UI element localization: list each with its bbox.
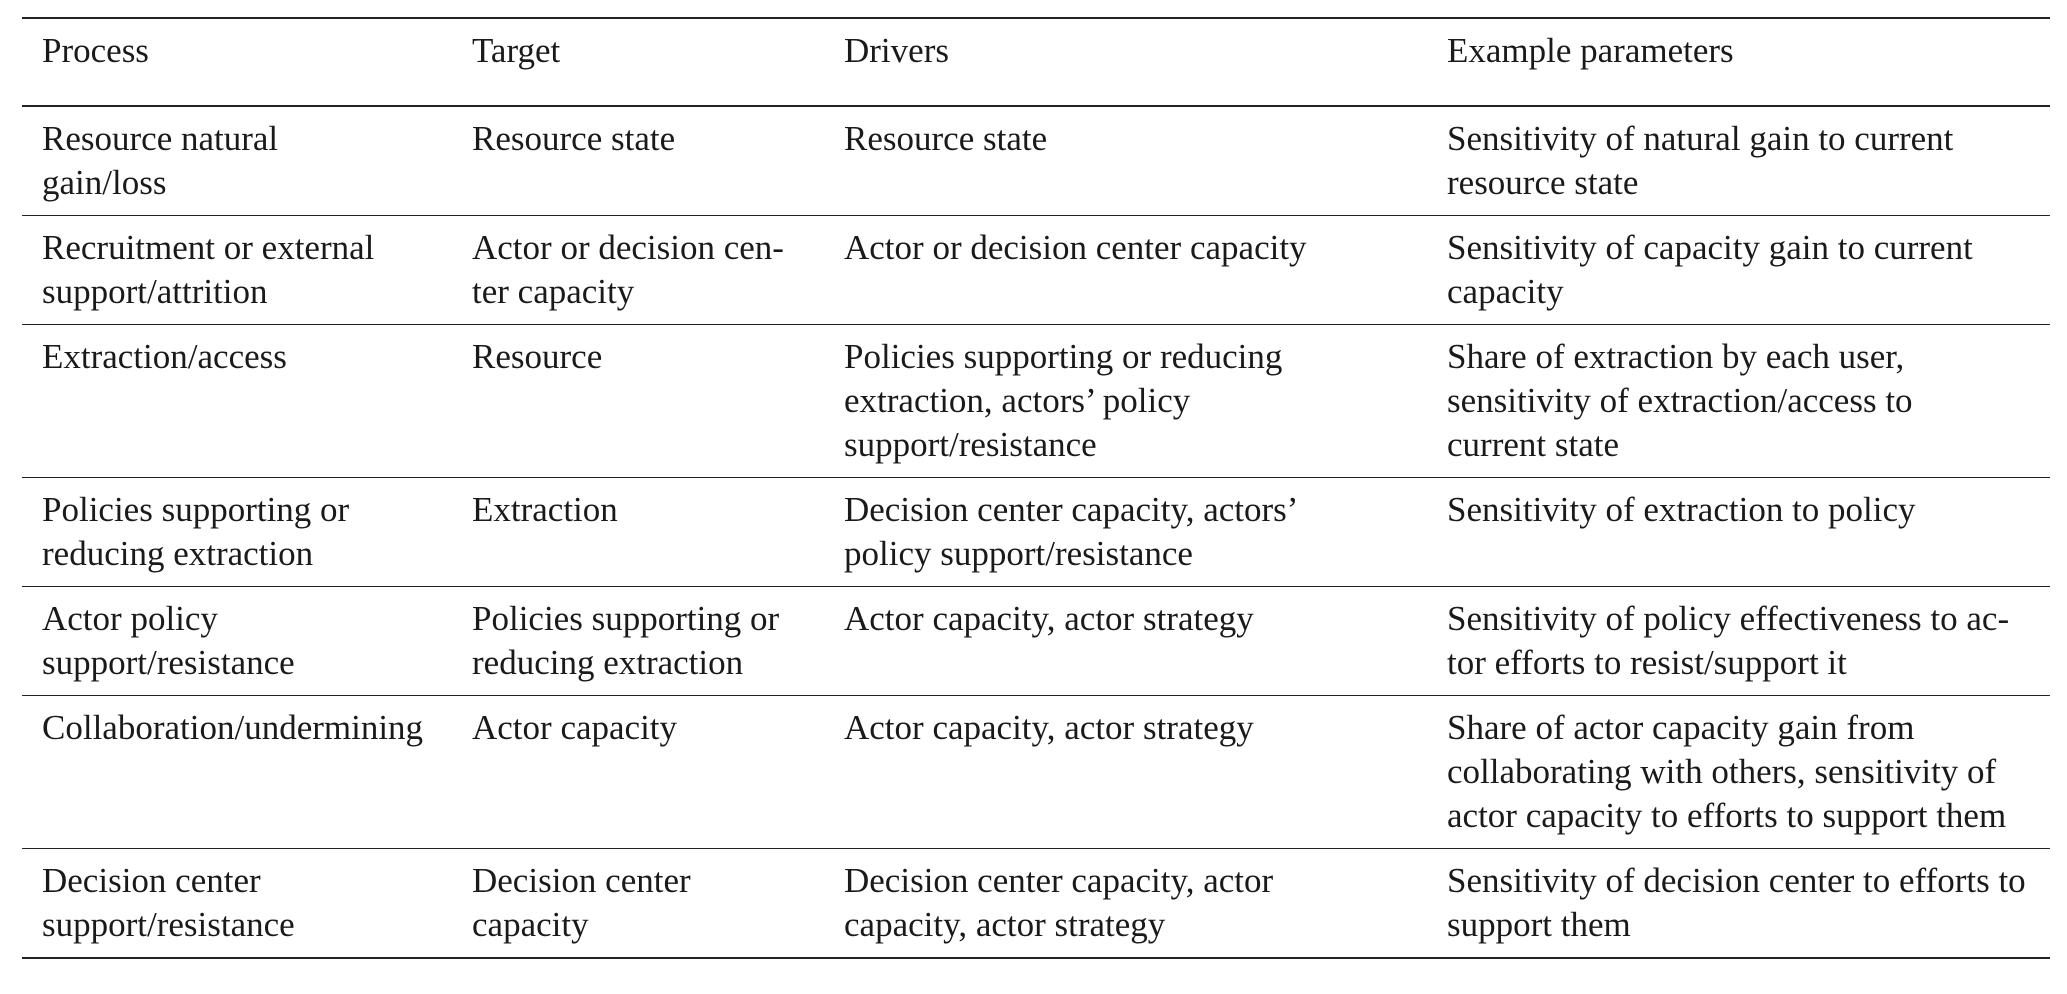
cell-process: Policies supporting or reducing extraction: [42, 490, 350, 573]
cell-drivers: Decision center capacity, actors’ policy support/resistance: [844, 490, 1296, 573]
table-body: [22, 106, 2050, 958]
cell-drivers: Resource state: [844, 119, 1048, 158]
table-row: [22, 216, 2050, 325]
header-row: [22, 18, 2050, 106]
table-row: [22, 478, 2050, 587]
cell-target: Actor or decision cen-ter capacity: [472, 228, 784, 311]
cell-drivers: Policies supporting or reducing extraction, actors’ policy support/resistance: [844, 337, 1283, 464]
table-row: [22, 849, 2050, 959]
header-target: Target: [472, 31, 561, 70]
cell-target: Actor capacity: [472, 708, 678, 747]
process-table: [22, 17, 2050, 959]
cell-process: Decision center support/resistance: [42, 861, 295, 944]
cell-drivers: Decision center capacity, actor capacity, actor strategy: [844, 861, 1274, 944]
cell-example-parameters: Sensitivity of natural gain to current resource state: [1447, 119, 1954, 202]
header-process: Process: [42, 31, 149, 70]
cell-example-parameters: Sensitivity of extraction to policy: [1447, 490, 1916, 529]
cell-example-parameters: Share of actor capacity gain from collaborating with others, sensitivity of actor capacity to efforts to support them: [1447, 708, 2007, 835]
cell-target: Decision center capacity: [472, 861, 691, 944]
cell-process: Collaboration/undermining: [42, 708, 424, 747]
cell-drivers: Actor or decision center capacity: [844, 228, 1307, 267]
process-table-container: [22, 17, 2050, 959]
header-drivers: Drivers: [844, 31, 949, 70]
cell-target: Extraction: [472, 490, 618, 529]
cell-process: Extraction/access: [42, 337, 287, 376]
table-row: [22, 325, 2050, 478]
cell-process: Resource natural gain/loss: [42, 119, 279, 202]
table-row: [22, 696, 2050, 849]
cell-example-parameters: Share of extraction by each user, sensitivity of extraction/access to current state: [1447, 337, 1913, 464]
table-row: [22, 587, 2050, 696]
table-row: [22, 106, 2050, 216]
cell-example-parameters: Sensitivity of policy effectiveness to ac-tor efforts to resist/support it: [1447, 599, 2010, 682]
cell-target: Resource: [472, 337, 603, 376]
cell-target: Policies supporting or reducing extraction: [472, 599, 780, 682]
cell-target: Resource state: [472, 119, 676, 158]
cell-drivers: Actor capacity, actor strategy: [844, 599, 1254, 638]
cell-process: Recruitment or external support/attrition: [42, 228, 375, 311]
cell-example-parameters: Sensitivity of decision center to efforts to support them: [1447, 861, 2026, 944]
cell-process: Actor policy support/resistance: [42, 599, 295, 682]
cell-drivers: Actor capacity, actor strategy: [844, 708, 1254, 747]
header-example-parameters: Example parameters: [1447, 31, 1734, 70]
table-header: [22, 18, 2050, 106]
cell-example-parameters: Sensitivity of capacity gain to current capacity: [1447, 228, 1973, 311]
